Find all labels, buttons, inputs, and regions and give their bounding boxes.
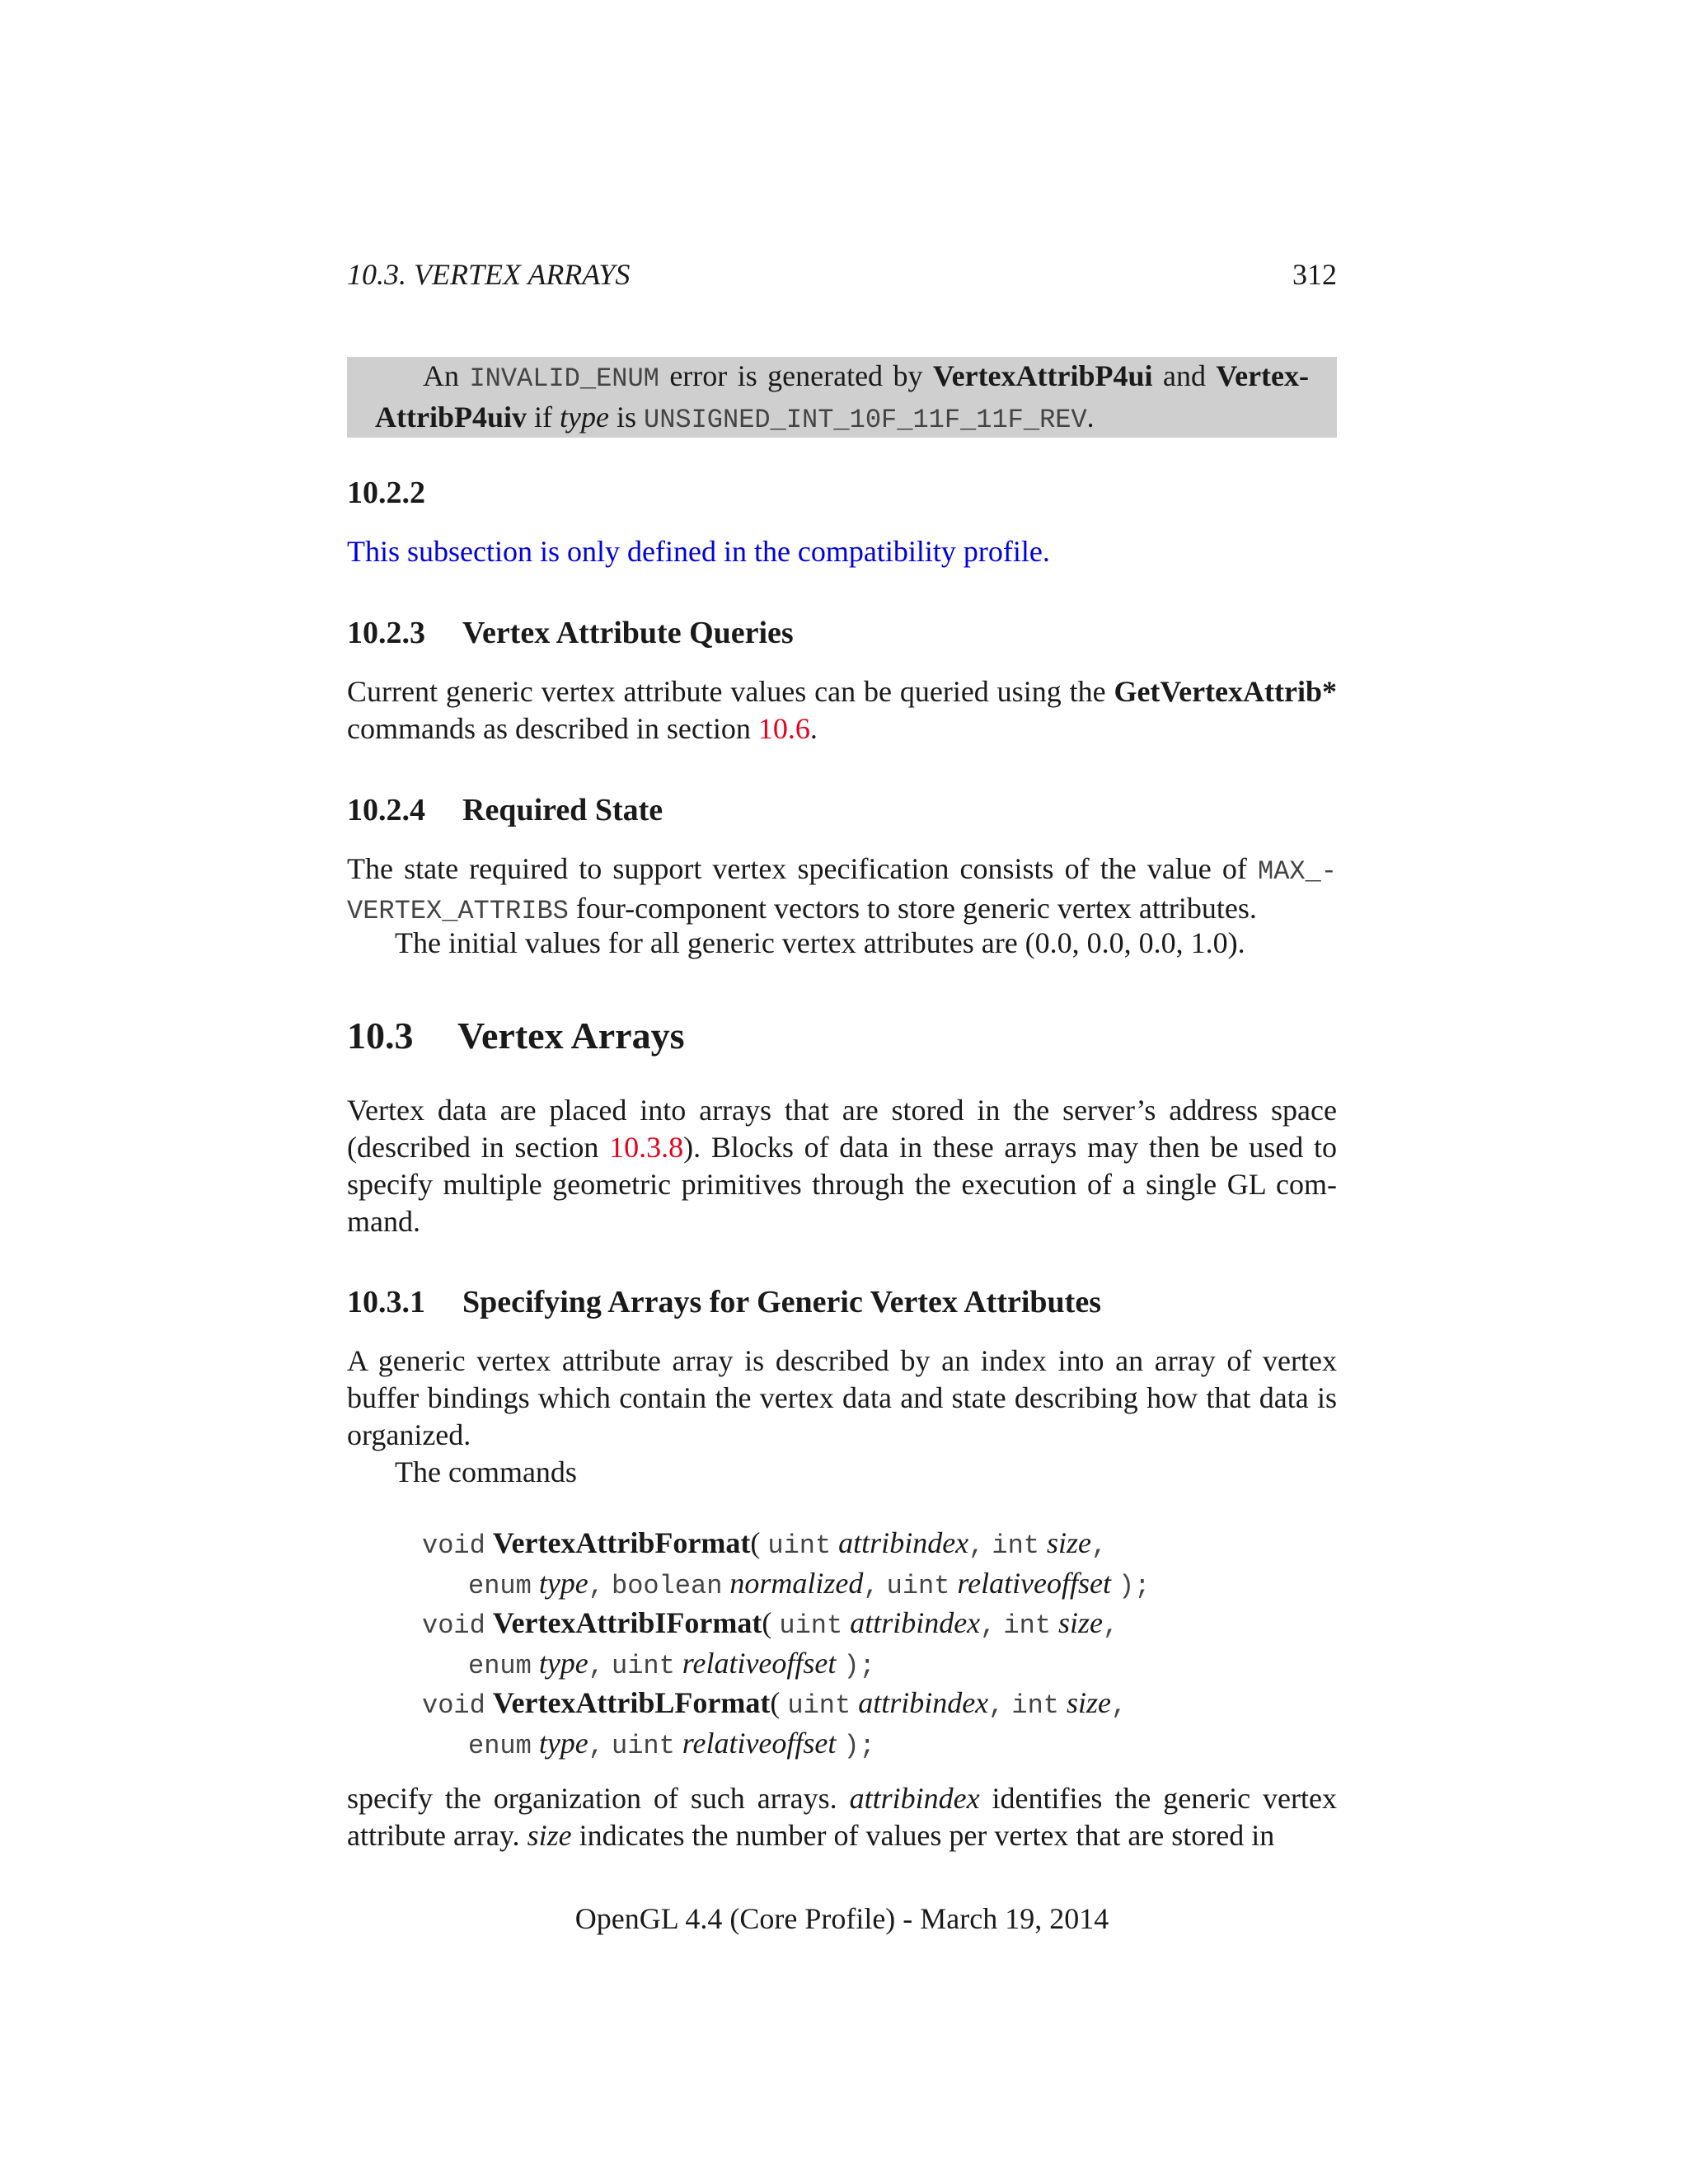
function-name: VertexAttribFormat (492, 1526, 751, 1559)
prototype-line: enum type, boolean normalized, uint relativeoffset ); (468, 1566, 1151, 1601)
section-heading-10-3: 10.3 Vertex Arrays (347, 1015, 685, 1057)
constant-name: MAX_-VERTEX_ATTRIBS (347, 856, 1337, 926)
function-name: VertexAttribP4ui (932, 359, 1153, 392)
section-heading-10-2-3: 10.2.3 Vertex Attribute Queries (347, 616, 794, 650)
running-section-title: 10.3. VERTEX ARRAYS (347, 258, 631, 291)
paragraph-initial-values: The initial values for all generic vertex attributes are (0.0, 0.0, 0.0, 1.0). (395, 926, 1245, 959)
compatibility-profile-note[interactable]: This subsection is only defined in the compatibility profile. (347, 535, 1050, 568)
section-heading-10-2-2: 10.2.2 (347, 476, 425, 510)
error-note-box: An INVALID_ENUM error is generated by VertexAttribP4ui and Vertex-AttribP4uiv if type is UNSIGNED_INT_10F_11F_11F_REV. (347, 357, 1337, 438)
function-name: Vertex-AttribP4uiv (375, 359, 1309, 434)
paragraph-the-commands: The commands (395, 1455, 577, 1488)
section-link[interactable]: 10.3.8 (609, 1131, 684, 1164)
command-prototypes (422, 1525, 1150, 1765)
error-enum-code: INVALID_ENUM (469, 363, 659, 394)
paragraph-generic-arrays: A generic vertex attribute array is described by an index into an array of vertex buffer bindings which contain the vertex data and state describing how that data is organized. (347, 1344, 1337, 1451)
prototype-line: void VertexAttribIFormat( uint attribindex, int size, (422, 1606, 1119, 1641)
type-enum-code: UNSIGNED_INT_10F_11F_11F_REV (643, 405, 1087, 435)
section-link[interactable]: 10.6 (757, 712, 810, 745)
paragraph-required-state: The state required to support vertex specification consists of the value of MAX_-VERTEX_ATTRIBS four-component vectors to store generic vertex attributes. (347, 852, 1337, 926)
running-header (347, 257, 1337, 292)
paragraph-vertex-arrays: Vertex data are placed into arrays that are stored in the server’s address space (described in section 10.3.8). Blocks of data in these arrays may then be used to specify multiple geometric primitives through the execution of a single GL com-mand. (347, 1094, 1337, 1238)
prototype-line: void VertexAttribLFormat( uint attribindex, int size, (422, 1686, 1128, 1721)
paragraph-organization: specify the organization of such arrays. attribindex identifies the generic vertex attribute array. size indicates the number of values per vertex that are stored in (347, 1782, 1337, 1852)
function-name: GetVertexAttrib* (1114, 675, 1337, 708)
section-heading-10-3-1: 10.3.1 Specifying Arrays for Generic Vertex Attributes (347, 1285, 1101, 1319)
page-footer: OpenGL 4.4 (Core Profile) - March 19, 2014 (574, 1902, 1109, 1935)
argument-name: type (560, 401, 609, 434)
section-heading-10-2-4: 10.2.4 Required State (347, 793, 663, 827)
prototype-line: enum type, uint relativeoffset ); (468, 1726, 875, 1761)
prototype-line: void VertexAttribFormat( uint attribindex, int size, (422, 1526, 1108, 1561)
page-number: 312 (1292, 258, 1337, 291)
paragraph-attribute-queries: Current generic vertex attribute values can be queried using the GetVertexAttrib* commands as described in section 10.6. (347, 675, 1337, 745)
function-name: VertexAttribIFormat (492, 1606, 762, 1639)
prototype-line: enum type, uint relativeoffset ); (468, 1646, 875, 1681)
function-name: VertexAttribLFormat (492, 1686, 771, 1719)
